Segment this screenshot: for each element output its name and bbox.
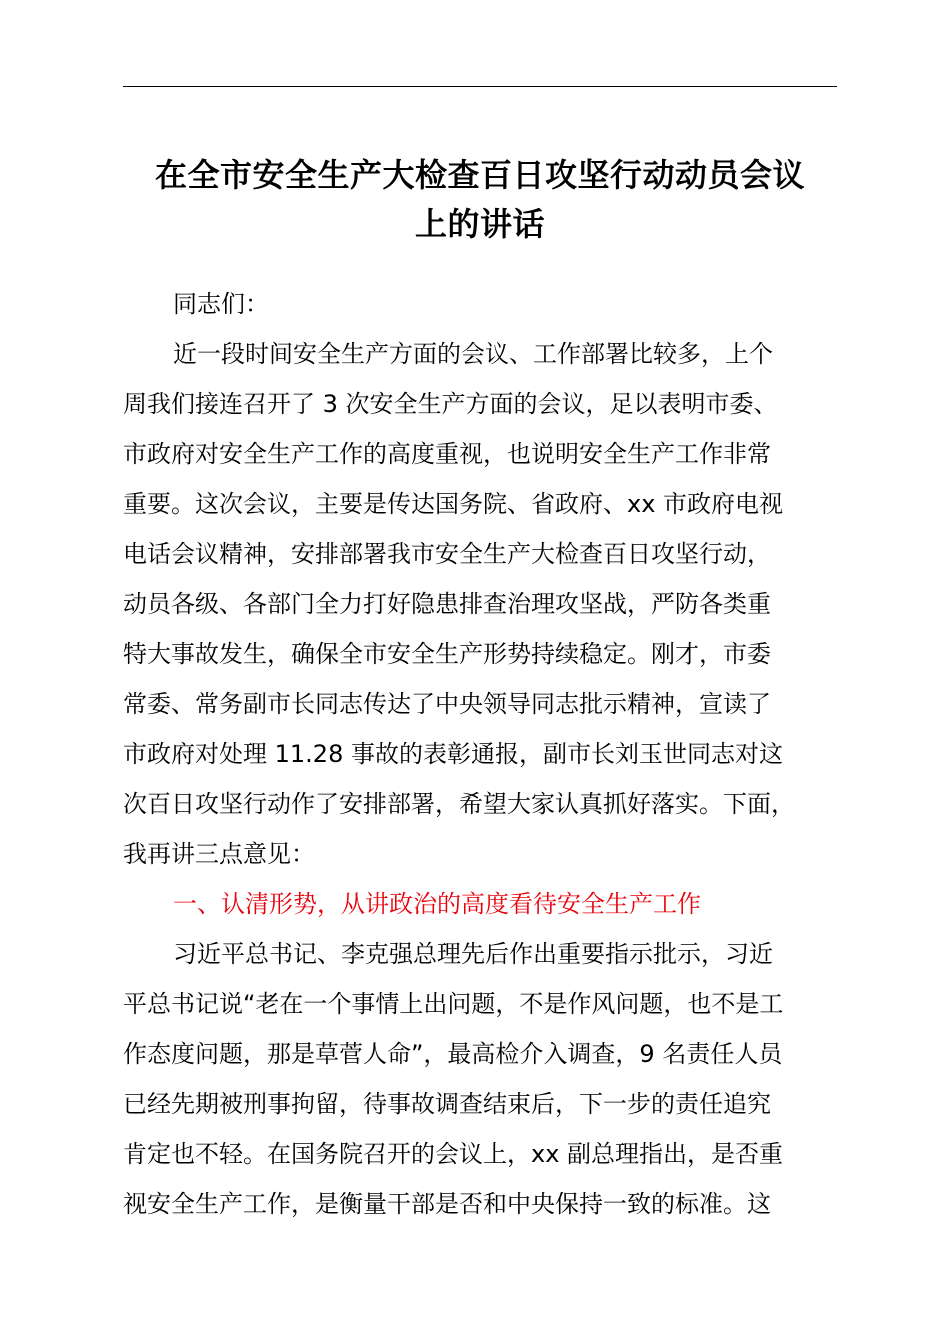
paragraph-line: 作态度问题，那是草菅人命”，最高检介入调查，9 名责任人员 (123, 1040, 783, 1068)
salutation: 同志们： (173, 290, 269, 318)
paragraph-line: 近一段时间安全生产方面的会议、工作部署比较多，上个 (173, 340, 773, 368)
document-title-line-2: 上的讲话 (414, 205, 545, 243)
document-body (123, 279, 863, 1229)
paragraph-line: 特大事故发生，确保全市安全生产形势持续稳定。刚才，市委 (123, 640, 771, 668)
paragraph-line: 次百日攻坚行动作了安排部署，希望大家认真抓好落实。下面， (123, 790, 795, 818)
section-heading-1: 一、认清形势，从讲政治的高度看待安全生产工作 (173, 890, 701, 918)
paragraph-line: 肯定也不轻。在国务院召开的会议上，xx 副总理指出，是否重 (123, 1140, 784, 1168)
header-rule (123, 86, 837, 87)
paragraph-line: 已经先期被刑事拘留，待事故调查结束后，下一步的责任追究 (123, 1090, 771, 1118)
paragraph-line: 习近平总书记、李克强总理先后作出重要指示批示，习近 (173, 940, 773, 968)
paragraph-line: 重要。这次会议，主要是传达国务院、省政府、xx 市政府电视 (123, 490, 784, 518)
paragraph-line: 常委、常务副市长同志传达了中央领导同志批示精神，宣读了 (123, 690, 771, 718)
document-title-line-1: 在全市安全生产大检查百日攻坚行动动员会议 (154, 156, 805, 194)
paragraph-line: 市政府对安全生产工作的高度重视，也说明安全生产工作非常 (123, 440, 771, 468)
paragraph-line: 市政府对处理 11.28 事故的表彰通报，副市长刘玉世同志对这 (123, 740, 783, 768)
paragraph-line: 周我们接连召开了 3 次安全生产方面的会议，足以表明市委、 (123, 390, 778, 418)
paragraph-line: 电话会议精神，安排部署我市安全生产大检查百日攻坚行动， (123, 540, 771, 568)
paragraph-line: 我再讲三点意见： (123, 840, 315, 868)
paragraph-line: 平总书记说“老在一个事情上出问题，不是作风问题，也不是工 (123, 990, 784, 1018)
paragraph-line: 动员各级、各部门全力打好隐患排查治理攻坚战，严防各类重 (123, 590, 771, 618)
paragraph-line: 视安全生产工作，是衡量干部是否和中央保持一致的标准。这 (123, 1190, 771, 1218)
